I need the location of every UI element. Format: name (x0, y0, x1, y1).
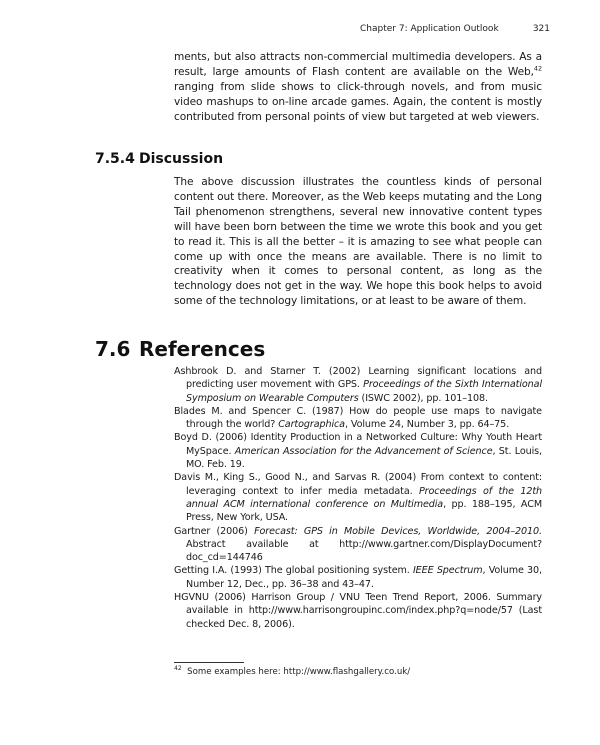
ref-text: (ISWC 2002), pp. 101–108. (358, 392, 488, 404)
section-number: 7.6 (95, 337, 131, 361)
ref-text: , Volume 24, Number 3, pp. 64–75. (344, 419, 510, 431)
reference-entry (174, 405, 542, 432)
footnote-text[interactable]: Some examples here: http://www.flashgallery.co.uk/ (187, 667, 411, 677)
ref-italic: Forecast: GPS in Mobile Devices, Worldwide, 2004–2010. (254, 525, 543, 537)
reference-entry (174, 564, 542, 591)
section-title: Discussion (139, 151, 224, 167)
running-head (360, 24, 550, 34)
ref-italic: Proceedings of the Sixth International Symposium on Wearable Computers (186, 379, 543, 404)
ref-text: , pp. 188–195, ACM Press, New York, USA. (186, 498, 543, 524)
reference-entry (174, 431, 542, 471)
section-heading-discussion (95, 151, 223, 167)
page-number: 321 (532, 24, 550, 34)
footnote-divider (174, 662, 244, 663)
ref-italic: Cartographica (278, 419, 345, 431)
footnote (174, 667, 410, 677)
intro-text-b: ranging from slide shows to click-through novels, and from music video mashups to on-line arcade games. Again, the content is mostly contributed from personal points of view but targeted at web viewers. (174, 80, 542, 123)
discussion-paragraph: The above discussion illustrates the countless kinds of personal content out there. Moreover, as the Web keeps mutating and the Long Tail phenomenon strengthens, several new innovative content types will have been born between the time we wrote this book and you get to read it. This is all the better – it is amazing to see what people can come up with once the means are available. There is no limit to creativity when it comes to personal content, as long as the technology does not get in the way. We hope this book helps to avoid some of the technology limitations, or at least to be aware of them. (174, 176, 542, 308)
section-title: References (139, 337, 266, 361)
ref-text: Gartner (2006) (174, 525, 255, 537)
ref-text: Boyd D. (2006) Identity Production in a Networked Culture: Why Youth Heart MySpace. (174, 432, 542, 457)
section-number: 7.5.4 (95, 151, 135, 167)
ref-text: , Volume 30, Number 12, Dec., pp. 36–38 and 43–47. (186, 565, 543, 590)
footnote-ref-42[interactable]: 42 (533, 64, 542, 73)
ref-italic: IEEE Spectrum (412, 565, 483, 577)
ref-text: HGVNU (2006) Harrison Group / VNU Teen Trend Report, 2006. Summary available in http://www.harrisongroupinc.com/index.php?q=node/57 (Last checked Dec. 8, 2006). (174, 592, 542, 630)
ref-text: Ashbrook D. and Starner T. (2002) Learning significant locations and predicting user movement with GPS. (174, 366, 542, 391)
ref-italic: American Association for the Advancement of Science (234, 445, 493, 457)
reference-entry (174, 525, 542, 565)
reference-entry (174, 591, 542, 631)
ref-text: Davis M., King S., Good N., and Sarvas R. (2004) From context to content: leveraging context to infer media metadata. (174, 472, 542, 497)
reference-entry (174, 471, 542, 524)
intro-paragraph (174, 50, 542, 125)
ref-text: , St. Louis, MO. Feb. 19. (186, 445, 542, 471)
reference-entry (174, 365, 542, 405)
ref-text: Getting I.A. (1993) The global positioning system. (174, 565, 413, 577)
reference-list (174, 365, 542, 631)
chapter-title: Chapter 7: Application Outlook (360, 24, 499, 34)
ref-text: Blades M. and Spencer C. (1987) How do people use maps to navigate through the world? (174, 405, 542, 431)
ref-italic: Proceedings of the 12th annual ACM international conference on Multimedia (186, 485, 542, 510)
footnote-number: 42 (174, 665, 182, 673)
ref-text: Abstract available at http://www.gartner.com/DisplayDocument?doc_cd=144746 (186, 538, 542, 564)
intro-text-a: ments, but also attracts non-commercial multimedia developers. As a result, large amounts of Flash content are available on the Web, (174, 51, 542, 78)
section-heading-references (95, 337, 265, 361)
